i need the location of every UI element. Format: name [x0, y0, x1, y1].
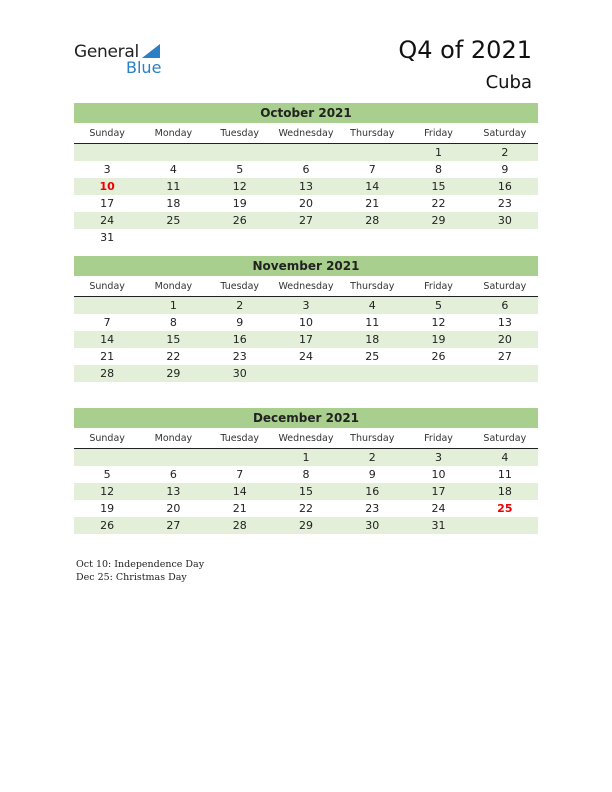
day-cell: 13 [166, 485, 181, 498]
day-cell: 8 [435, 163, 443, 176]
day-cell [74, 449, 140, 466]
day-cell: 14 [365, 180, 380, 193]
week-row [74, 500, 538, 517]
day-cell: 29 [298, 519, 313, 532]
day-cell: 13 [497, 316, 512, 329]
weekday-label: Monday [154, 433, 193, 444]
day-cell: 23 [497, 197, 512, 210]
day-cell: 20 [298, 197, 313, 210]
day-cell: 17 [298, 333, 313, 346]
week-row [74, 297, 538, 314]
holiday-notes [76, 559, 204, 584]
month-title: December 2021 [74, 408, 538, 428]
day-cell [339, 365, 405, 382]
day-cell: 1 [435, 146, 443, 159]
day-cell [273, 365, 339, 382]
day-cell: 16 [497, 180, 512, 193]
day-cell: 22 [431, 197, 446, 210]
day-cell: 31 [100, 231, 115, 244]
weekday-label: Monday [154, 281, 193, 292]
week-row [74, 178, 538, 195]
day-cell: 4 [501, 451, 509, 464]
weekday-label: Saturday [483, 281, 527, 292]
day-cell [472, 365, 538, 382]
month-title: November 2021 [74, 256, 538, 276]
day-cell: 30 [497, 214, 512, 227]
weekday-label: Wednesday [278, 433, 334, 444]
week-row [74, 161, 538, 178]
day-cell: 2 [501, 146, 509, 159]
day-cell: 4 [169, 163, 177, 176]
week-row [74, 314, 538, 331]
day-cell: 16 [232, 333, 247, 346]
day-cell [207, 144, 273, 161]
day-cell: 24 [100, 214, 115, 227]
day-cell [339, 229, 405, 246]
day-cell: 20 [166, 502, 181, 515]
month-october [74, 103, 538, 246]
week-row [74, 144, 538, 161]
logo-blue-text: Blue [126, 58, 162, 77]
day-cell: 1 [169, 299, 177, 312]
weekday-label: Sunday [89, 433, 125, 444]
day-cell: 28 [100, 367, 115, 380]
day-cell: 6 [302, 163, 310, 176]
day-cell: 23 [365, 502, 380, 515]
week-row [74, 348, 538, 365]
day-cell [472, 517, 538, 534]
day-cell [140, 449, 206, 466]
day-cell: 23 [232, 350, 247, 363]
day-cell [140, 229, 206, 246]
day-cell: 11 [365, 316, 380, 329]
weekday-label: Friday [424, 128, 453, 139]
day-cell: 26 [100, 519, 115, 532]
day-cell [405, 365, 471, 382]
day-cell: 14 [100, 333, 115, 346]
day-cell: 13 [298, 180, 313, 193]
holiday-note: Dec 25: Christmas Day [76, 571, 187, 583]
day-cell: 7 [103, 316, 111, 329]
day-cell: 15 [166, 333, 181, 346]
day-cell: 12 [232, 180, 247, 193]
day-cell [273, 144, 339, 161]
weekday-header-row [74, 431, 538, 449]
day-cell: 3 [435, 451, 443, 464]
day-cell [273, 229, 339, 246]
holiday-day-cell: 25 [497, 502, 513, 515]
day-cell: 12 [100, 485, 115, 498]
day-cell: 14 [232, 485, 247, 498]
day-cell: 16 [365, 485, 380, 498]
day-cell: 20 [497, 333, 512, 346]
day-cell [339, 144, 405, 161]
day-cell: 7 [236, 468, 244, 481]
day-cell [472, 229, 538, 246]
day-cell: 26 [232, 214, 247, 227]
day-cell: 27 [298, 214, 313, 227]
day-cell [207, 229, 273, 246]
day-cell: 11 [166, 180, 181, 193]
logo-triangle-icon [142, 44, 160, 58]
day-cell: 11 [497, 468, 512, 481]
weekday-header-row [74, 126, 538, 144]
weekday-header-row [74, 279, 538, 297]
day-cell: 9 [501, 163, 509, 176]
day-cell [74, 144, 140, 161]
weekday-label: Tuesday [220, 281, 260, 292]
day-cell: 27 [166, 519, 181, 532]
month-november [74, 256, 538, 382]
day-cell: 9 [236, 316, 244, 329]
day-cell: 6 [169, 468, 177, 481]
day-cell: 26 [431, 350, 446, 363]
logo-general-text: General [74, 42, 139, 62]
day-cell: 4 [368, 299, 376, 312]
weekday-label: Wednesday [278, 281, 334, 292]
day-cell [74, 297, 140, 314]
day-cell: 22 [166, 350, 181, 363]
day-cell: 30 [232, 367, 247, 380]
day-cell: 30 [365, 519, 380, 532]
day-cell: 17 [100, 197, 115, 210]
month-title: October 2021 [74, 103, 538, 123]
day-cell: 7 [368, 163, 376, 176]
day-cell: 21 [232, 502, 247, 515]
day-cell: 6 [501, 299, 509, 312]
day-cell: 25 [365, 350, 380, 363]
day-cell: 2 [368, 451, 376, 464]
month-december [74, 408, 538, 534]
day-cell: 9 [368, 468, 376, 481]
day-cell: 3 [302, 299, 310, 312]
weekday-label: Saturday [483, 128, 527, 139]
day-cell: 19 [100, 502, 115, 515]
week-row [74, 195, 538, 212]
week-row [74, 229, 538, 246]
week-row [74, 365, 538, 382]
weekday-label: Saturday [483, 433, 527, 444]
day-cell: 25 [166, 214, 181, 227]
day-cell: 29 [166, 367, 181, 380]
weekday-label: Sunday [89, 281, 125, 292]
day-cell: 10 [431, 468, 446, 481]
week-row [74, 449, 538, 466]
day-cell: 28 [232, 519, 247, 532]
day-cell: 27 [497, 350, 512, 363]
week-row [74, 517, 538, 534]
day-cell: 31 [431, 519, 446, 532]
day-cell: 19 [232, 197, 247, 210]
country-name: Cuba [485, 72, 532, 93]
day-cell: 21 [365, 197, 380, 210]
day-cell: 21 [100, 350, 115, 363]
day-cell: 10 [298, 316, 313, 329]
day-cell: 24 [298, 350, 313, 363]
day-cell: 18 [166, 197, 181, 210]
day-cell [405, 229, 471, 246]
weekday-label: Thursday [350, 433, 395, 444]
week-row [74, 212, 538, 229]
weekday-label: Monday [154, 128, 193, 139]
day-cell: 22 [298, 502, 313, 515]
day-cell: 29 [431, 214, 446, 227]
weekday-label: Wednesday [278, 128, 334, 139]
week-row [74, 331, 538, 348]
day-cell: 5 [435, 299, 443, 312]
day-cell: 18 [497, 485, 512, 498]
week-row [74, 483, 538, 500]
page-title: Q4 of 2021 [398, 36, 532, 64]
weekday-label: Thursday [350, 128, 395, 139]
day-cell: 18 [365, 333, 380, 346]
weekday-label: Tuesday [220, 128, 260, 139]
weekday-label: Friday [424, 433, 453, 444]
day-cell [140, 144, 206, 161]
day-cell: 19 [431, 333, 446, 346]
day-cell [207, 449, 273, 466]
day-cell: 5 [236, 163, 244, 176]
day-cell: 24 [431, 502, 446, 515]
day-cell: 5 [103, 468, 111, 481]
generalblue-logo [74, 42, 174, 82]
weekday-label: Friday [424, 281, 453, 292]
holiday-day-cell: 10 [99, 180, 115, 193]
weekday-label: Sunday [89, 128, 125, 139]
day-cell: 1 [302, 451, 310, 464]
day-cell: 15 [298, 485, 313, 498]
day-cell: 17 [431, 485, 446, 498]
holiday-note: Oct 10: Independence Day [76, 559, 205, 570]
day-cell: 28 [365, 214, 380, 227]
day-cell: 15 [431, 180, 446, 193]
weekday-label: Thursday [350, 281, 395, 292]
week-row [74, 466, 538, 483]
day-cell: 8 [169, 316, 177, 329]
day-cell: 2 [236, 299, 244, 312]
weekday-label: Tuesday [220, 433, 260, 444]
day-cell: 8 [302, 468, 310, 481]
day-cell: 3 [103, 163, 111, 176]
day-cell: 12 [431, 316, 446, 329]
